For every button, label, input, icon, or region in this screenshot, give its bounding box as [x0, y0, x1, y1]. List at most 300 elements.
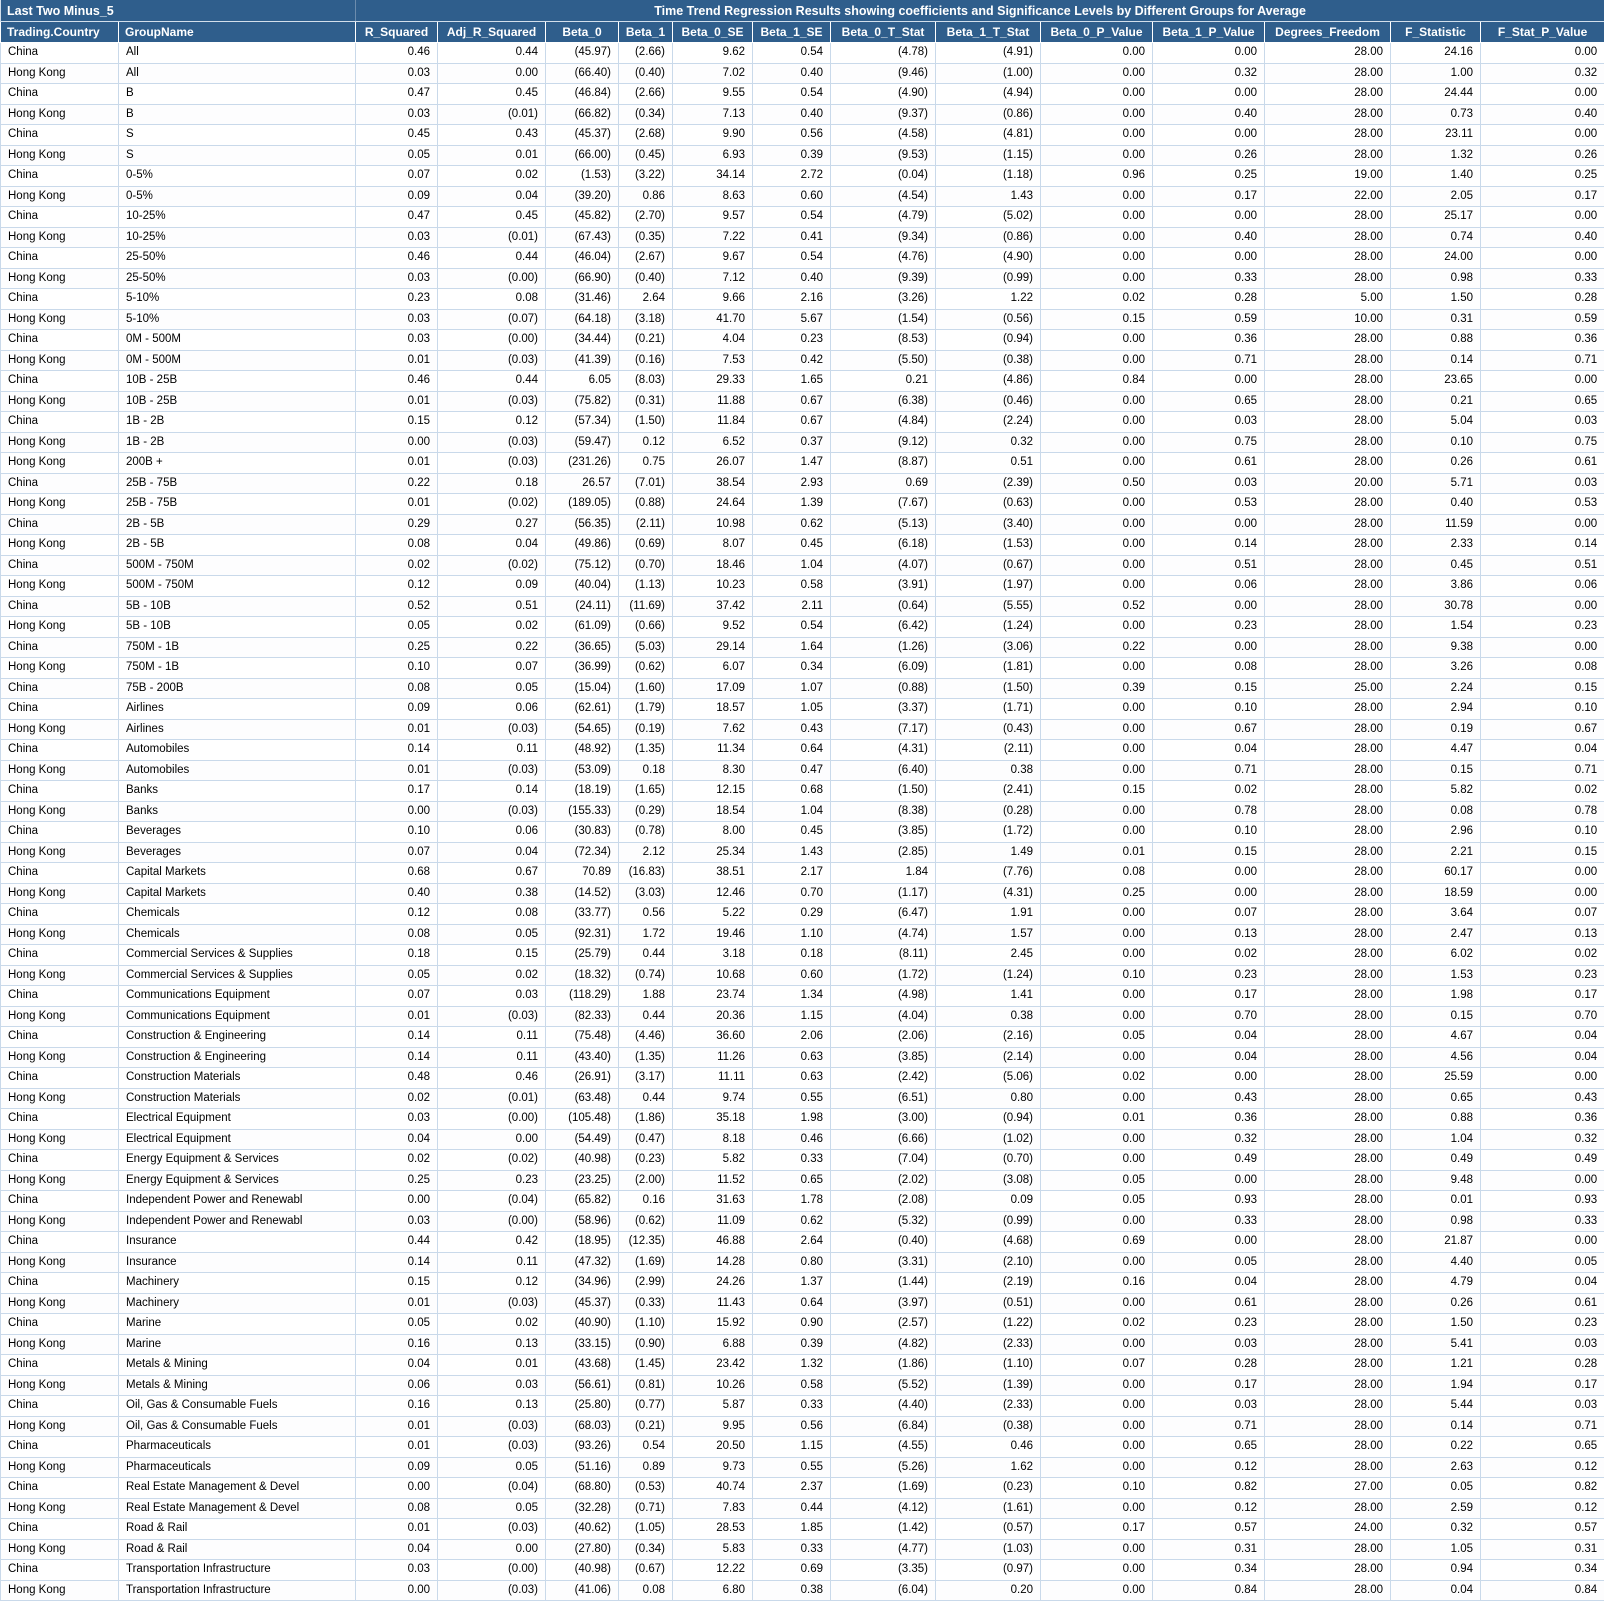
cell-beta-0-t-stat[interactable]: (9.46) [831, 63, 936, 84]
cell-beta-1-p-value[interactable]: 0.93 [1153, 1191, 1265, 1212]
cell-adj-r-squared[interactable]: (0.04) [438, 1191, 546, 1212]
cell-beta-1-t-stat[interactable]: (4.90) [936, 248, 1041, 269]
cell-trading-country[interactable]: Hong Kong [1, 63, 119, 84]
cell-degrees-freedom[interactable]: 28.00 [1265, 268, 1391, 289]
cell-beta-0[interactable]: (43.40) [546, 1047, 619, 1068]
cell-r-squared[interactable]: 0.04 [356, 1355, 438, 1376]
cell-groupname[interactable]: Automobiles [119, 740, 356, 761]
cell-beta-1[interactable]: (0.77) [619, 1396, 673, 1417]
cell-beta-1-se[interactable]: 0.33 [753, 1396, 831, 1417]
column-header-beta-1-p-value[interactable]: Beta_1_P_Value [1153, 22, 1265, 43]
cell-f-stat-p-value[interactable]: 0.61 [1481, 453, 1604, 474]
cell-f-statistic[interactable]: 18.59 [1391, 883, 1481, 904]
cell-beta-0-p-value[interactable]: 0.00 [1041, 1211, 1153, 1232]
cell-beta-0-t-stat[interactable]: (2.02) [831, 1170, 936, 1191]
cell-beta-1-t-stat[interactable]: (2.33) [936, 1334, 1041, 1355]
cell-beta-0[interactable]: (48.92) [546, 740, 619, 761]
cell-beta-1-se[interactable]: 0.42 [753, 350, 831, 371]
cell-beta-0-p-value[interactable]: 0.69 [1041, 1232, 1153, 1253]
cell-beta-1[interactable]: (2.00) [619, 1170, 673, 1191]
cell-adj-r-squared[interactable]: 0.01 [438, 1355, 546, 1376]
cell-adj-r-squared[interactable]: 0.08 [438, 904, 546, 925]
cell-beta-0-p-value[interactable]: 0.00 [1041, 535, 1153, 556]
cell-beta-1-se[interactable]: 1.65 [753, 371, 831, 392]
cell-f-stat-p-value[interactable]: 0.61 [1481, 1293, 1604, 1314]
cell-beta-1-p-value[interactable]: 0.12 [1153, 1498, 1265, 1519]
cell-f-stat-p-value[interactable]: 0.04 [1481, 1047, 1604, 1068]
cell-trading-country[interactable]: Hong Kong [1, 432, 119, 453]
cell-f-statistic[interactable]: 0.01 [1391, 1191, 1481, 1212]
cell-trading-country[interactable]: Hong Kong [1, 842, 119, 863]
cell-f-statistic[interactable]: 0.15 [1391, 760, 1481, 781]
cell-f-stat-p-value[interactable]: 0.36 [1481, 1109, 1604, 1130]
cell-beta-1[interactable]: (0.40) [619, 268, 673, 289]
cell-beta-1[interactable]: 2.12 [619, 842, 673, 863]
cell-f-statistic[interactable]: 0.31 [1391, 309, 1481, 330]
cell-trading-country[interactable]: China [1, 84, 119, 105]
cell-beta-1-t-stat[interactable]: (0.70) [936, 1150, 1041, 1171]
cell-beta-0-p-value[interactable]: 0.00 [1041, 1396, 1153, 1417]
column-header-beta-1-se[interactable]: Beta_1_SE [753, 22, 831, 43]
cell-beta-1-t-stat[interactable]: (1.39) [936, 1375, 1041, 1396]
cell-beta-1[interactable]: 0.75 [619, 453, 673, 474]
cell-trading-country[interactable]: China [1, 1560, 119, 1581]
cell-degrees-freedom[interactable]: 28.00 [1265, 43, 1391, 64]
cell-groupname[interactable]: 750M - 1B [119, 637, 356, 658]
cell-beta-1-t-stat[interactable]: 1.22 [936, 289, 1041, 310]
cell-beta-1[interactable]: (12.35) [619, 1232, 673, 1253]
cell-f-stat-p-value[interactable]: 0.14 [1481, 535, 1604, 556]
cell-f-statistic[interactable]: 0.45 [1391, 555, 1481, 576]
cell-beta-1[interactable]: (1.69) [619, 1252, 673, 1273]
cell-beta-1-t-stat[interactable]: (0.94) [936, 1109, 1041, 1130]
cell-degrees-freedom[interactable]: 28.00 [1265, 924, 1391, 945]
cell-degrees-freedom[interactable]: 28.00 [1265, 842, 1391, 863]
cell-beta-1-p-value[interactable]: 0.65 [1153, 391, 1265, 412]
cell-beta-1-se[interactable]: 0.68 [753, 781, 831, 802]
cell-f-statistic[interactable]: 0.04 [1391, 1580, 1481, 1601]
cell-f-stat-p-value[interactable]: 0.31 [1481, 1539, 1604, 1560]
cell-r-squared[interactable]: 0.04 [356, 1129, 438, 1150]
cell-beta-0-p-value[interactable]: 0.84 [1041, 371, 1153, 392]
cell-groupname[interactable]: S [119, 145, 356, 166]
cell-r-squared[interactable]: 0.05 [356, 145, 438, 166]
cell-beta-1[interactable]: (2.68) [619, 125, 673, 146]
cell-f-statistic[interactable]: 1.05 [1391, 1539, 1481, 1560]
cell-beta-0-se[interactable]: 9.74 [673, 1088, 753, 1109]
cell-adj-r-squared[interactable]: 0.04 [438, 186, 546, 207]
cell-f-stat-p-value[interactable]: 0.00 [1481, 637, 1604, 658]
cell-r-squared[interactable]: 0.18 [356, 945, 438, 966]
cell-f-statistic[interactable]: 1.98 [1391, 986, 1481, 1007]
cell-beta-0-se[interactable]: 28.53 [673, 1519, 753, 1540]
cell-beta-0[interactable]: (31.46) [546, 289, 619, 310]
cell-beta-0-p-value[interactable]: 0.00 [1041, 1416, 1153, 1437]
cell-beta-1-t-stat[interactable]: (0.67) [936, 555, 1041, 576]
cell-beta-1[interactable]: (0.53) [619, 1478, 673, 1499]
cell-beta-1[interactable]: (3.22) [619, 166, 673, 187]
cell-trading-country[interactable]: Hong Kong [1, 1129, 119, 1150]
cell-beta-1-se[interactable]: 0.60 [753, 965, 831, 986]
cell-adj-r-squared[interactable]: (0.02) [438, 555, 546, 576]
cell-adj-r-squared[interactable]: 0.02 [438, 1314, 546, 1335]
cell-beta-0-se[interactable]: 7.13 [673, 104, 753, 125]
cell-beta-0-p-value[interactable]: 0.02 [1041, 1314, 1153, 1335]
cell-beta-1-se[interactable]: 0.40 [753, 63, 831, 84]
cell-adj-r-squared[interactable]: (0.03) [438, 453, 546, 474]
cell-beta-0-p-value[interactable]: 0.39 [1041, 678, 1153, 699]
cell-beta-1[interactable]: (3.17) [619, 1068, 673, 1089]
cell-beta-1-t-stat[interactable]: (0.43) [936, 719, 1041, 740]
cell-beta-0[interactable]: (25.80) [546, 1396, 619, 1417]
cell-f-stat-p-value[interactable]: 0.23 [1481, 965, 1604, 986]
cell-degrees-freedom[interactable]: 28.00 [1265, 227, 1391, 248]
column-header-beta-0-t-stat[interactable]: Beta_0_T_Stat [831, 22, 936, 43]
cell-groupname[interactable]: 0M - 500M [119, 330, 356, 351]
cell-beta-1-t-stat[interactable]: (1.10) [936, 1355, 1041, 1376]
cell-beta-1-se[interactable]: 0.63 [753, 1047, 831, 1068]
cell-f-stat-p-value[interactable]: 0.33 [1481, 268, 1604, 289]
cell-groupname[interactable]: B [119, 84, 356, 105]
cell-trading-country[interactable]: Hong Kong [1, 1498, 119, 1519]
cell-f-statistic[interactable]: 2.96 [1391, 822, 1481, 843]
cell-trading-country[interactable]: China [1, 514, 119, 535]
cell-beta-1-p-value[interactable]: 0.15 [1153, 678, 1265, 699]
cell-beta-1-se[interactable]: 0.45 [753, 822, 831, 843]
cell-beta-1[interactable]: 0.86 [619, 186, 673, 207]
cell-f-statistic[interactable]: 5.71 [1391, 473, 1481, 494]
cell-f-statistic[interactable]: 1.00 [1391, 63, 1481, 84]
cell-beta-1-se[interactable]: 1.78 [753, 1191, 831, 1212]
cell-f-statistic[interactable]: 30.78 [1391, 596, 1481, 617]
cell-groupname[interactable]: Energy Equipment & Services [119, 1150, 356, 1171]
cell-degrees-freedom[interactable]: 28.00 [1265, 596, 1391, 617]
cell-groupname[interactable]: Oil, Gas & Consumable Fuels [119, 1416, 356, 1437]
cell-beta-1[interactable]: 2.64 [619, 289, 673, 310]
cell-adj-r-squared[interactable]: 0.05 [438, 678, 546, 699]
cell-beta-0[interactable]: (66.82) [546, 104, 619, 125]
cell-f-statistic[interactable]: 1.53 [1391, 965, 1481, 986]
cell-groupname[interactable]: 0-5% [119, 166, 356, 187]
cell-f-statistic[interactable]: 5.41 [1391, 1334, 1481, 1355]
cell-beta-1-t-stat[interactable]: (0.23) [936, 1478, 1041, 1499]
cell-beta-0[interactable]: (34.96) [546, 1273, 619, 1294]
cell-f-stat-p-value[interactable]: 0.03 [1481, 473, 1604, 494]
cell-beta-0-p-value[interactable]: 0.25 [1041, 883, 1153, 904]
cell-beta-1[interactable]: (3.03) [619, 883, 673, 904]
cell-r-squared[interactable]: 0.00 [356, 1191, 438, 1212]
cell-degrees-freedom[interactable]: 24.00 [1265, 1519, 1391, 1540]
cell-adj-r-squared[interactable]: 0.67 [438, 863, 546, 884]
cell-beta-0-se[interactable]: 9.57 [673, 207, 753, 228]
cell-beta-0-se[interactable]: 38.54 [673, 473, 753, 494]
cell-trading-country[interactable]: China [1, 555, 119, 576]
cell-r-squared[interactable]: 0.00 [356, 432, 438, 453]
cell-r-squared[interactable]: 0.14 [356, 740, 438, 761]
cell-beta-1-t-stat[interactable]: (1.71) [936, 699, 1041, 720]
cell-beta-1-p-value[interactable]: 0.65 [1153, 1437, 1265, 1458]
cell-beta-0-t-stat[interactable]: (7.17) [831, 719, 936, 740]
cell-beta-0[interactable]: 70.89 [546, 863, 619, 884]
cell-beta-0[interactable]: (40.98) [546, 1560, 619, 1581]
cell-adj-r-squared[interactable]: 0.23 [438, 1170, 546, 1191]
cell-f-stat-p-value[interactable]: 0.02 [1481, 945, 1604, 966]
cell-beta-0-t-stat[interactable]: (3.26) [831, 289, 936, 310]
cell-beta-1-p-value[interactable]: 0.00 [1153, 371, 1265, 392]
cell-adj-r-squared[interactable]: (0.03) [438, 391, 546, 412]
cell-f-statistic[interactable]: 24.44 [1391, 84, 1481, 105]
cell-f-statistic[interactable]: 21.87 [1391, 1232, 1481, 1253]
cell-beta-1[interactable]: (0.29) [619, 801, 673, 822]
cell-f-statistic[interactable]: 0.14 [1391, 1416, 1481, 1437]
cell-beta-0[interactable]: (72.34) [546, 842, 619, 863]
cell-adj-r-squared[interactable]: (0.00) [438, 1109, 546, 1130]
cell-degrees-freedom[interactable]: 28.00 [1265, 904, 1391, 925]
cell-trading-country[interactable]: China [1, 166, 119, 187]
cell-beta-0[interactable]: (82.33) [546, 1006, 619, 1027]
cell-beta-0-p-value[interactable]: 0.00 [1041, 801, 1153, 822]
cell-beta-0-p-value[interactable]: 0.00 [1041, 945, 1153, 966]
cell-f-statistic[interactable]: 0.74 [1391, 227, 1481, 248]
cell-f-statistic[interactable]: 11.59 [1391, 514, 1481, 535]
cell-beta-1-se[interactable]: 0.37 [753, 432, 831, 453]
cell-beta-0[interactable]: (14.52) [546, 883, 619, 904]
cell-degrees-freedom[interactable]: 28.00 [1265, 1047, 1391, 1068]
cell-beta-0-se[interactable]: 25.34 [673, 842, 753, 863]
cell-f-stat-p-value[interactable]: 0.75 [1481, 432, 1604, 453]
cell-beta-0-se[interactable]: 23.42 [673, 1355, 753, 1376]
cell-adj-r-squared[interactable]: 0.15 [438, 945, 546, 966]
cell-beta-0-p-value[interactable]: 0.00 [1041, 1293, 1153, 1314]
cell-beta-0-p-value[interactable]: 0.05 [1041, 1027, 1153, 1048]
cell-beta-0-se[interactable]: 20.50 [673, 1437, 753, 1458]
cell-beta-1-p-value[interactable]: 0.23 [1153, 965, 1265, 986]
cell-beta-0-p-value[interactable]: 0.00 [1041, 145, 1153, 166]
cell-adj-r-squared[interactable]: 0.22 [438, 637, 546, 658]
cell-r-squared[interactable]: 0.06 [356, 1375, 438, 1396]
cell-f-stat-p-value[interactable]: 0.71 [1481, 350, 1604, 371]
cell-beta-1-p-value[interactable]: 0.00 [1153, 514, 1265, 535]
cell-beta-1[interactable]: (1.35) [619, 740, 673, 761]
cell-beta-0-se[interactable]: 11.43 [673, 1293, 753, 1314]
cell-r-squared[interactable]: 0.01 [356, 494, 438, 515]
cell-beta-1-t-stat[interactable]: (3.40) [936, 514, 1041, 535]
cell-beta-1[interactable]: (0.21) [619, 1416, 673, 1437]
cell-beta-1[interactable]: (1.65) [619, 781, 673, 802]
cell-beta-1-t-stat[interactable]: (0.57) [936, 1519, 1041, 1540]
cell-f-stat-p-value[interactable]: 0.00 [1481, 596, 1604, 617]
cell-beta-1[interactable]: (0.31) [619, 391, 673, 412]
cell-beta-0-se[interactable]: 9.73 [673, 1457, 753, 1478]
cell-beta-1-t-stat[interactable]: (2.33) [936, 1396, 1041, 1417]
cell-beta-0-se[interactable]: 5.83 [673, 1539, 753, 1560]
cell-f-statistic[interactable]: 0.15 [1391, 1006, 1481, 1027]
cell-beta-0-se[interactable]: 18.57 [673, 699, 753, 720]
cell-r-squared[interactable]: 0.03 [356, 104, 438, 125]
cell-beta-1-p-value[interactable]: 0.67 [1153, 719, 1265, 740]
cell-beta-1-se[interactable]: 2.37 [753, 1478, 831, 1499]
cell-beta-1-p-value[interactable]: 0.28 [1153, 289, 1265, 310]
cell-f-statistic[interactable]: 0.22 [1391, 1437, 1481, 1458]
cell-adj-r-squared[interactable]: 0.06 [438, 822, 546, 843]
cell-beta-1-se[interactable]: 2.72 [753, 166, 831, 187]
cell-beta-1[interactable]: (0.66) [619, 617, 673, 638]
cell-beta-0-t-stat[interactable]: (4.58) [831, 125, 936, 146]
cell-beta-1-t-stat[interactable]: (4.31) [936, 883, 1041, 904]
cell-trading-country[interactable]: Hong Kong [1, 494, 119, 515]
cell-groupname[interactable]: 0M - 500M [119, 350, 356, 371]
cell-groupname[interactable]: 1B - 2B [119, 432, 356, 453]
cell-groupname[interactable]: Machinery [119, 1273, 356, 1294]
cell-beta-0-se[interactable]: 7.22 [673, 227, 753, 248]
cell-groupname[interactable]: Communications Equipment [119, 1006, 356, 1027]
cell-r-squared[interactable]: 0.00 [356, 1580, 438, 1601]
cell-beta-1-p-value[interactable]: 0.04 [1153, 740, 1265, 761]
cell-f-stat-p-value[interactable]: 0.08 [1481, 658, 1604, 679]
cell-beta-0-t-stat[interactable]: (4.40) [831, 1396, 936, 1417]
cell-trading-country[interactable]: China [1, 1273, 119, 1294]
cell-trading-country[interactable]: Hong Kong [1, 1006, 119, 1027]
cell-f-stat-p-value[interactable]: 0.17 [1481, 186, 1604, 207]
cell-beta-0-p-value[interactable]: 0.00 [1041, 1006, 1153, 1027]
cell-f-stat-p-value[interactable]: 0.03 [1481, 1396, 1604, 1417]
cell-f-stat-p-value[interactable]: 0.17 [1481, 986, 1604, 1007]
cell-groupname[interactable]: 10B - 25B [119, 371, 356, 392]
cell-beta-1-se[interactable]: 0.44 [753, 1498, 831, 1519]
cell-f-stat-p-value[interactable]: 0.93 [1481, 1191, 1604, 1212]
cell-trading-country[interactable]: China [1, 1519, 119, 1540]
cell-beta-0-se[interactable]: 46.88 [673, 1232, 753, 1253]
cell-beta-0[interactable]: (27.80) [546, 1539, 619, 1560]
cell-beta-1-p-value[interactable]: 0.03 [1153, 1396, 1265, 1417]
cell-beta-0-t-stat[interactable]: (3.00) [831, 1109, 936, 1130]
cell-beta-0-se[interactable]: 12.15 [673, 781, 753, 802]
cell-beta-1-t-stat[interactable]: (1.97) [936, 576, 1041, 597]
cell-beta-0-p-value[interactable]: 0.05 [1041, 1170, 1153, 1191]
cell-groupname[interactable]: Machinery [119, 1293, 356, 1314]
cell-adj-r-squared[interactable]: 0.51 [438, 596, 546, 617]
cell-r-squared[interactable]: 0.07 [356, 842, 438, 863]
cell-degrees-freedom[interactable]: 28.00 [1265, 1580, 1391, 1601]
cell-f-stat-p-value[interactable]: 0.07 [1481, 904, 1604, 925]
cell-f-statistic[interactable]: 2.21 [1391, 842, 1481, 863]
cell-beta-0-t-stat[interactable]: (9.53) [831, 145, 936, 166]
cell-f-stat-p-value[interactable]: 0.57 [1481, 1519, 1604, 1540]
cell-f-statistic[interactable]: 1.50 [1391, 1314, 1481, 1335]
cell-f-statistic[interactable]: 5.04 [1391, 412, 1481, 433]
cell-beta-1-t-stat[interactable]: (0.28) [936, 801, 1041, 822]
cell-beta-0-se[interactable]: 3.18 [673, 945, 753, 966]
column-header-adj-r-squared[interactable]: Adj_R_Squared [438, 22, 546, 43]
cell-degrees-freedom[interactable]: 28.00 [1265, 699, 1391, 720]
cell-beta-0-se[interactable]: 11.84 [673, 412, 753, 433]
cell-beta-0-se[interactable]: 11.88 [673, 391, 753, 412]
cell-f-statistic[interactable]: 24.16 [1391, 43, 1481, 64]
cell-trading-country[interactable]: China [1, 822, 119, 843]
cell-beta-0-p-value[interactable]: 0.00 [1041, 822, 1153, 843]
cell-beta-0-t-stat[interactable]: (4.90) [831, 84, 936, 105]
cell-beta-0-se[interactable]: 5.82 [673, 1150, 753, 1171]
cell-beta-0[interactable]: (15.04) [546, 678, 619, 699]
cell-r-squared[interactable]: 0.48 [356, 1068, 438, 1089]
cell-groupname[interactable]: 25-50% [119, 268, 356, 289]
cell-trading-country[interactable]: China [1, 945, 119, 966]
cell-trading-country[interactable]: China [1, 1355, 119, 1376]
cell-f-statistic[interactable]: 4.79 [1391, 1273, 1481, 1294]
cell-beta-1[interactable]: (1.79) [619, 699, 673, 720]
cell-beta-1-t-stat[interactable]: 1.43 [936, 186, 1041, 207]
cell-adj-r-squared[interactable]: 0.09 [438, 576, 546, 597]
cell-f-stat-p-value[interactable]: 0.13 [1481, 924, 1604, 945]
cell-f-stat-p-value[interactable]: 0.53 [1481, 494, 1604, 515]
cell-f-stat-p-value[interactable]: 0.10 [1481, 699, 1604, 720]
cell-groupname[interactable]: Airlines [119, 719, 356, 740]
cell-adj-r-squared[interactable]: 0.04 [438, 535, 546, 556]
cell-adj-r-squared[interactable]: 0.05 [438, 924, 546, 945]
cell-beta-1-p-value[interactable]: 0.59 [1153, 309, 1265, 330]
cell-beta-0-p-value[interactable]: 0.00 [1041, 207, 1153, 228]
cell-beta-0-t-stat[interactable]: (8.87) [831, 453, 936, 474]
cell-groupname[interactable]: S [119, 125, 356, 146]
cell-beta-1-se[interactable]: 1.32 [753, 1355, 831, 1376]
cell-beta-0-se[interactable]: 11.34 [673, 740, 753, 761]
cell-beta-0-p-value[interactable]: 0.00 [1041, 104, 1153, 125]
cell-beta-1-se[interactable]: 0.56 [753, 125, 831, 146]
cell-groupname[interactable]: Beverages [119, 822, 356, 843]
cell-beta-1-t-stat[interactable]: (5.55) [936, 596, 1041, 617]
cell-degrees-freedom[interactable]: 28.00 [1265, 84, 1391, 105]
cell-degrees-freedom[interactable]: 28.00 [1265, 719, 1391, 740]
cell-beta-0-t-stat[interactable]: (3.91) [831, 576, 936, 597]
cell-trading-country[interactable]: China [1, 1437, 119, 1458]
cell-trading-country[interactable]: China [1, 1232, 119, 1253]
cell-beta-1-se[interactable]: 0.39 [753, 145, 831, 166]
cell-beta-1[interactable]: (1.35) [619, 1047, 673, 1068]
cell-beta-0[interactable]: (53.09) [546, 760, 619, 781]
cell-degrees-freedom[interactable]: 28.00 [1265, 1539, 1391, 1560]
cell-beta-1[interactable]: 0.08 [619, 1580, 673, 1601]
cell-groupname[interactable]: Communications Equipment [119, 986, 356, 1007]
cell-beta-1[interactable]: (0.88) [619, 494, 673, 515]
cell-beta-1-t-stat[interactable]: (1.81) [936, 658, 1041, 679]
cell-groupname[interactable]: 750M - 1B [119, 658, 356, 679]
cell-f-stat-p-value[interactable]: 0.32 [1481, 1129, 1604, 1150]
cell-trading-country[interactable]: Hong Kong [1, 145, 119, 166]
cell-groupname[interactable]: Construction & Engineering [119, 1027, 356, 1048]
cell-beta-1-se[interactable]: 0.54 [753, 43, 831, 64]
cell-adj-r-squared[interactable]: 0.08 [438, 289, 546, 310]
cell-beta-0-se[interactable]: 4.04 [673, 330, 753, 351]
cell-beta-1[interactable]: 0.89 [619, 1457, 673, 1478]
cell-f-statistic[interactable]: 0.98 [1391, 1211, 1481, 1232]
cell-beta-1-se[interactable]: 0.60 [753, 186, 831, 207]
sheet-title-cell[interactable]: Last Two Minus_5 [1, 0, 356, 22]
cell-f-statistic[interactable]: 1.04 [1391, 1129, 1481, 1150]
cell-beta-1[interactable]: (2.66) [619, 84, 673, 105]
cell-beta-0-t-stat[interactable]: (2.85) [831, 842, 936, 863]
cell-groupname[interactable]: Oil, Gas & Consumable Fuels [119, 1396, 356, 1417]
cell-beta-0-se[interactable]: 38.51 [673, 863, 753, 884]
cell-r-squared[interactable]: 0.03 [356, 227, 438, 248]
cell-r-squared[interactable]: 0.02 [356, 555, 438, 576]
cell-groupname[interactable]: Chemicals [119, 904, 356, 925]
cell-f-statistic[interactable]: 3.64 [1391, 904, 1481, 925]
cell-beta-0-se[interactable]: 5.22 [673, 904, 753, 925]
cell-beta-0-p-value[interactable]: 0.00 [1041, 1252, 1153, 1273]
cell-groupname[interactable]: All [119, 63, 356, 84]
cell-beta-1-se[interactable]: 0.62 [753, 514, 831, 535]
cell-beta-0[interactable]: (58.96) [546, 1211, 619, 1232]
